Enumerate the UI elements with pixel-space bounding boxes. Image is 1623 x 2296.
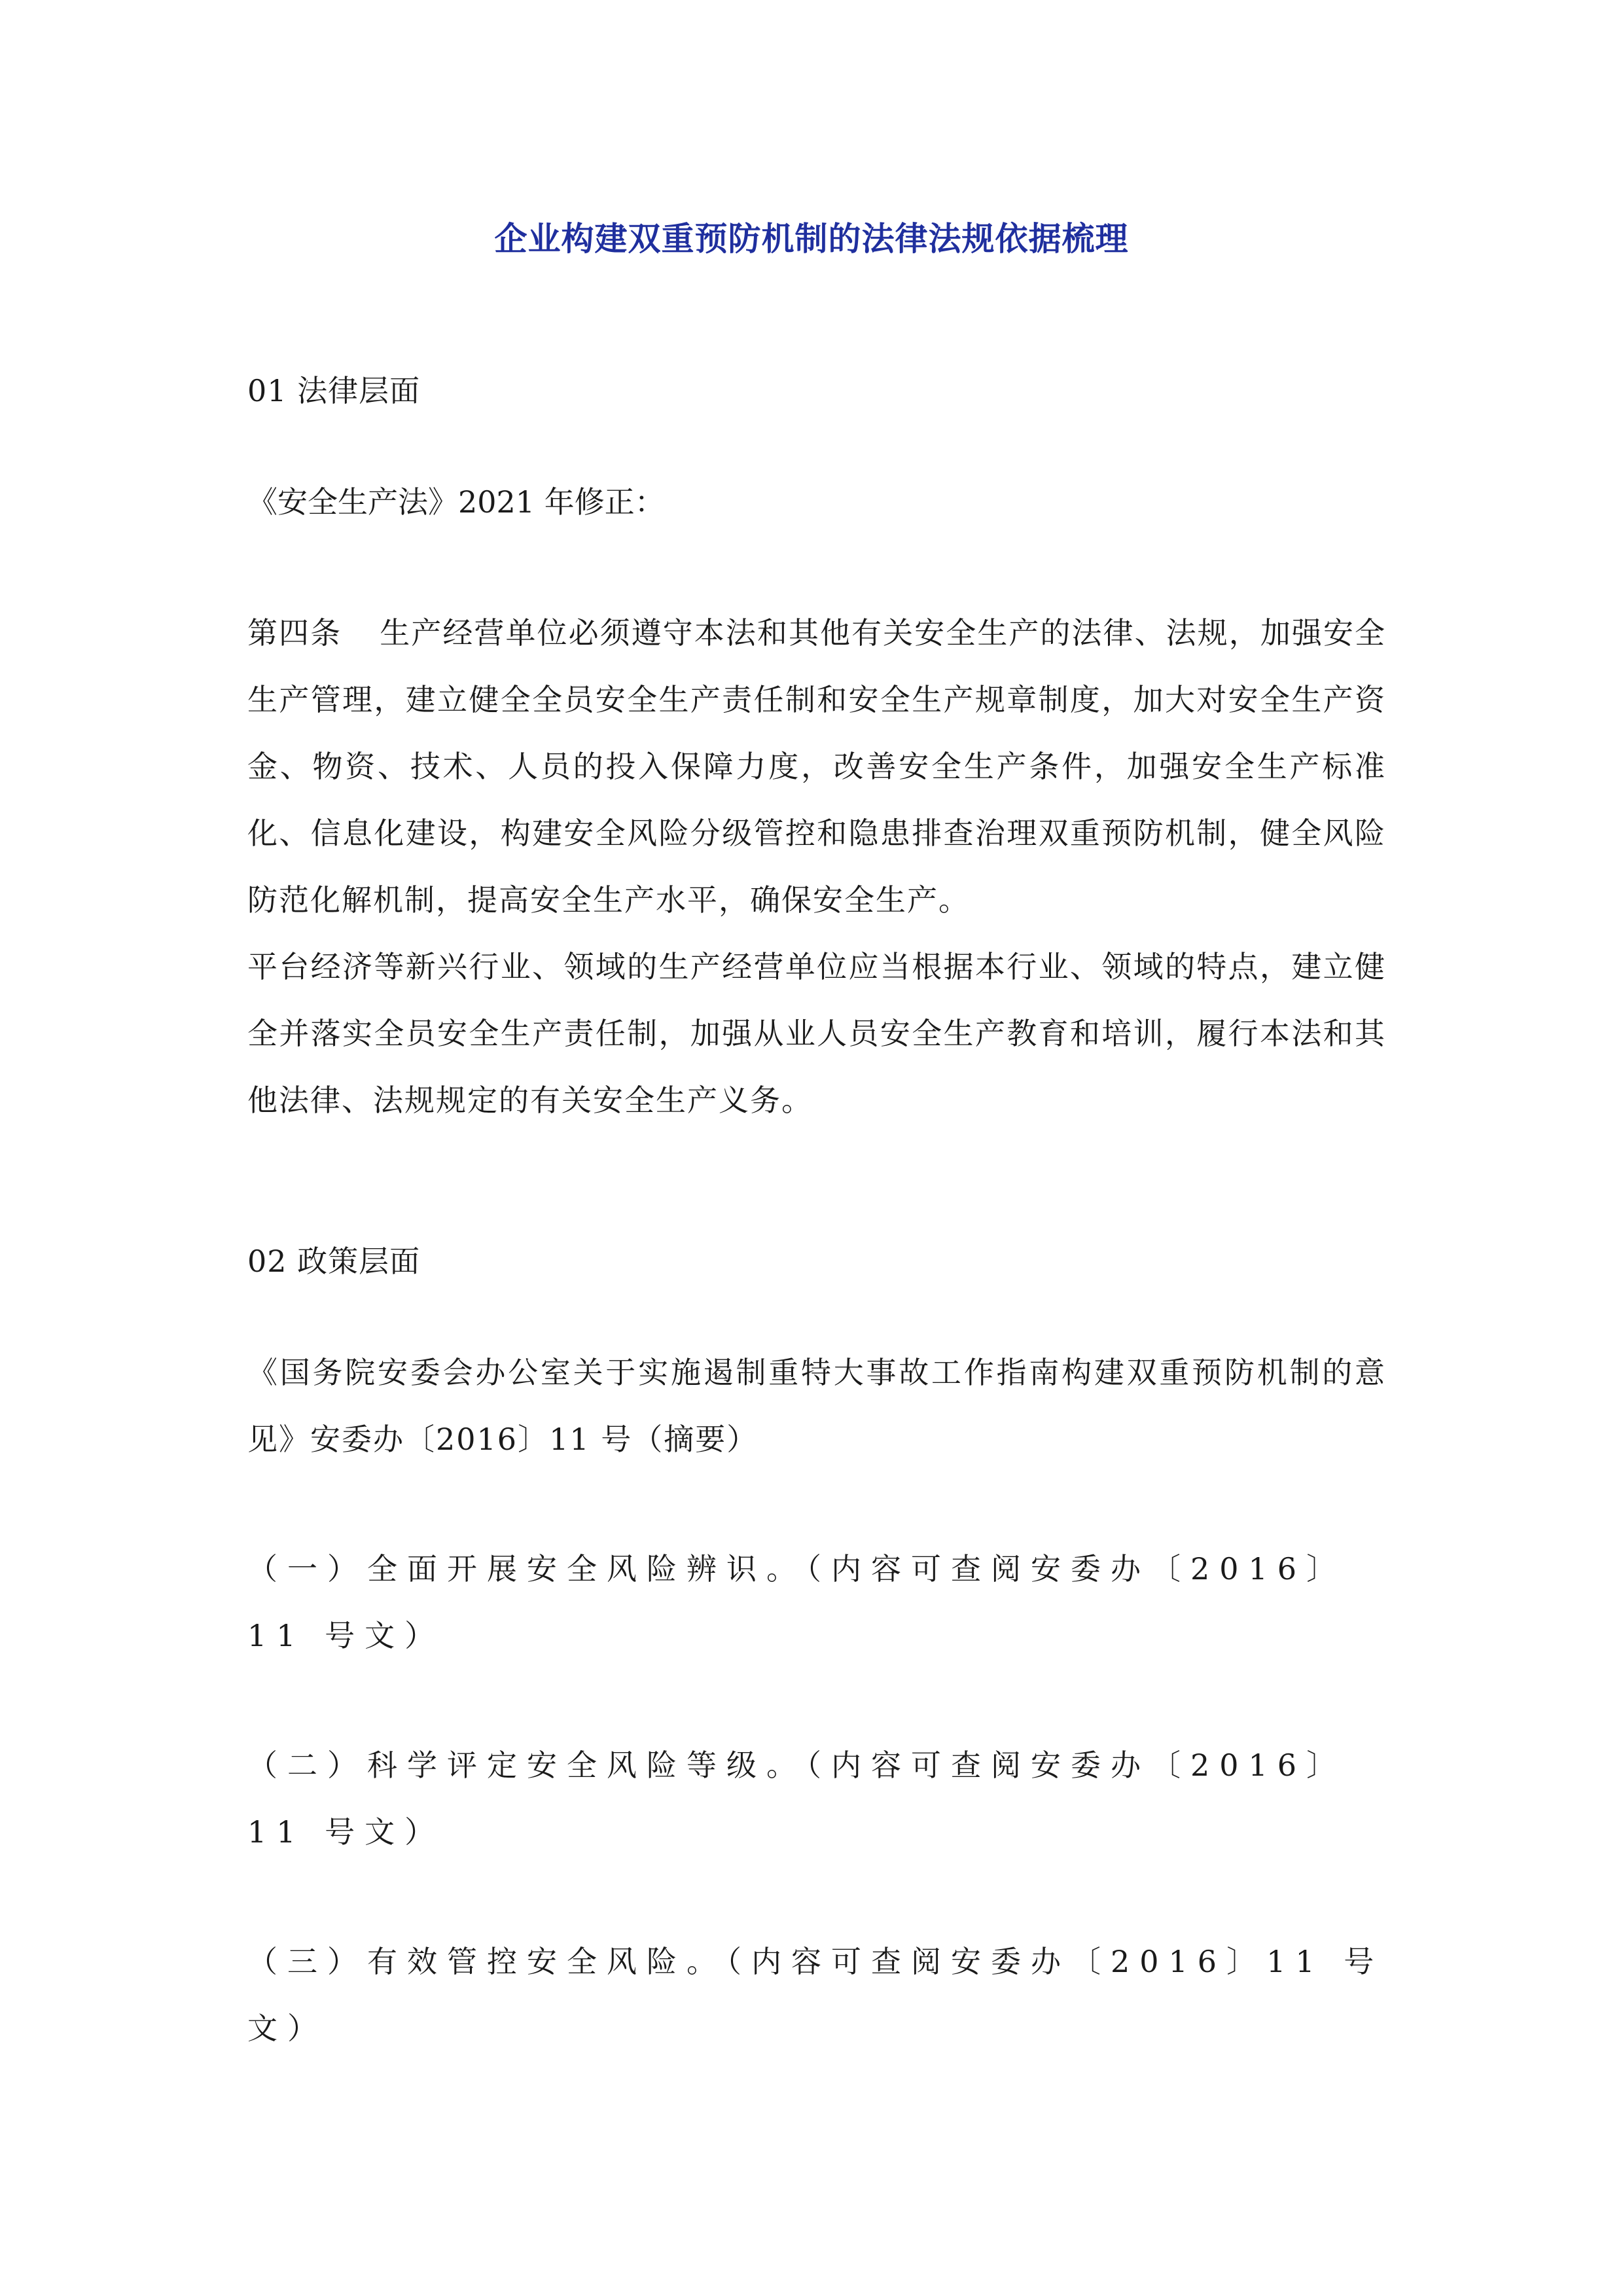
policy-item-3: （三）有效管控安全风险。（内容可查阅安委办〔2016〕11 号文） bbox=[247, 1944, 1384, 2046]
article-text: 生产经营单位必须遵守本法和其他有关安全生产的法律、法规，加强安全生产管理，建立健全全员安全生产责任制和安全生产规章制度，加大对安全生产资金、物资、技术、人员的投入保障力度，改善安全生产条件，加强安全生产标准化、信息化建设，构建安全风险分级管控和隐患排查治理双重预防机制，健全风险防范化解机制，提高安全生产水平，确保安全生产。 bbox=[247, 615, 1387, 918]
section-policy-heading: 02 政策层面 bbox=[247, 1244, 421, 1279]
article-four bbox=[247, 600, 1386, 933]
policy-item-2: （二）科学评定安全风险等级。（内容可查阅安委办〔2016〕11 号文） bbox=[247, 1748, 1347, 1850]
policy-item-1: （一）全面开展安全风险辨识。（内容可查阅安委办〔2016〕11 号文） bbox=[247, 1551, 1347, 1653]
section-law-heading: 01 法律层面 bbox=[247, 373, 421, 408]
article-four-paragraph-2: 平台经济等新兴行业、领域的生产经营单位应当根据本行业、领域的特点，建立健全并落实全员安全生产责任制，加强从业人员安全生产教育和培训，履行本法和其他法律、法规规定的有关安全生产义务。 bbox=[247, 949, 1386, 1118]
section-law-source: 《安全生产法》2021 年修正： bbox=[247, 484, 665, 520]
article-label: 第四条 bbox=[247, 615, 342, 651]
document-title: 企业构建双重预防机制的法律法规依据梳理 bbox=[494, 220, 1129, 258]
section-policy-source: 《国务院安委会办公室关于实施遏制重特大事故工作指南构建双重预防机制的意见》安委办〔2016〕11 号（摘要） bbox=[247, 1355, 1386, 1457]
